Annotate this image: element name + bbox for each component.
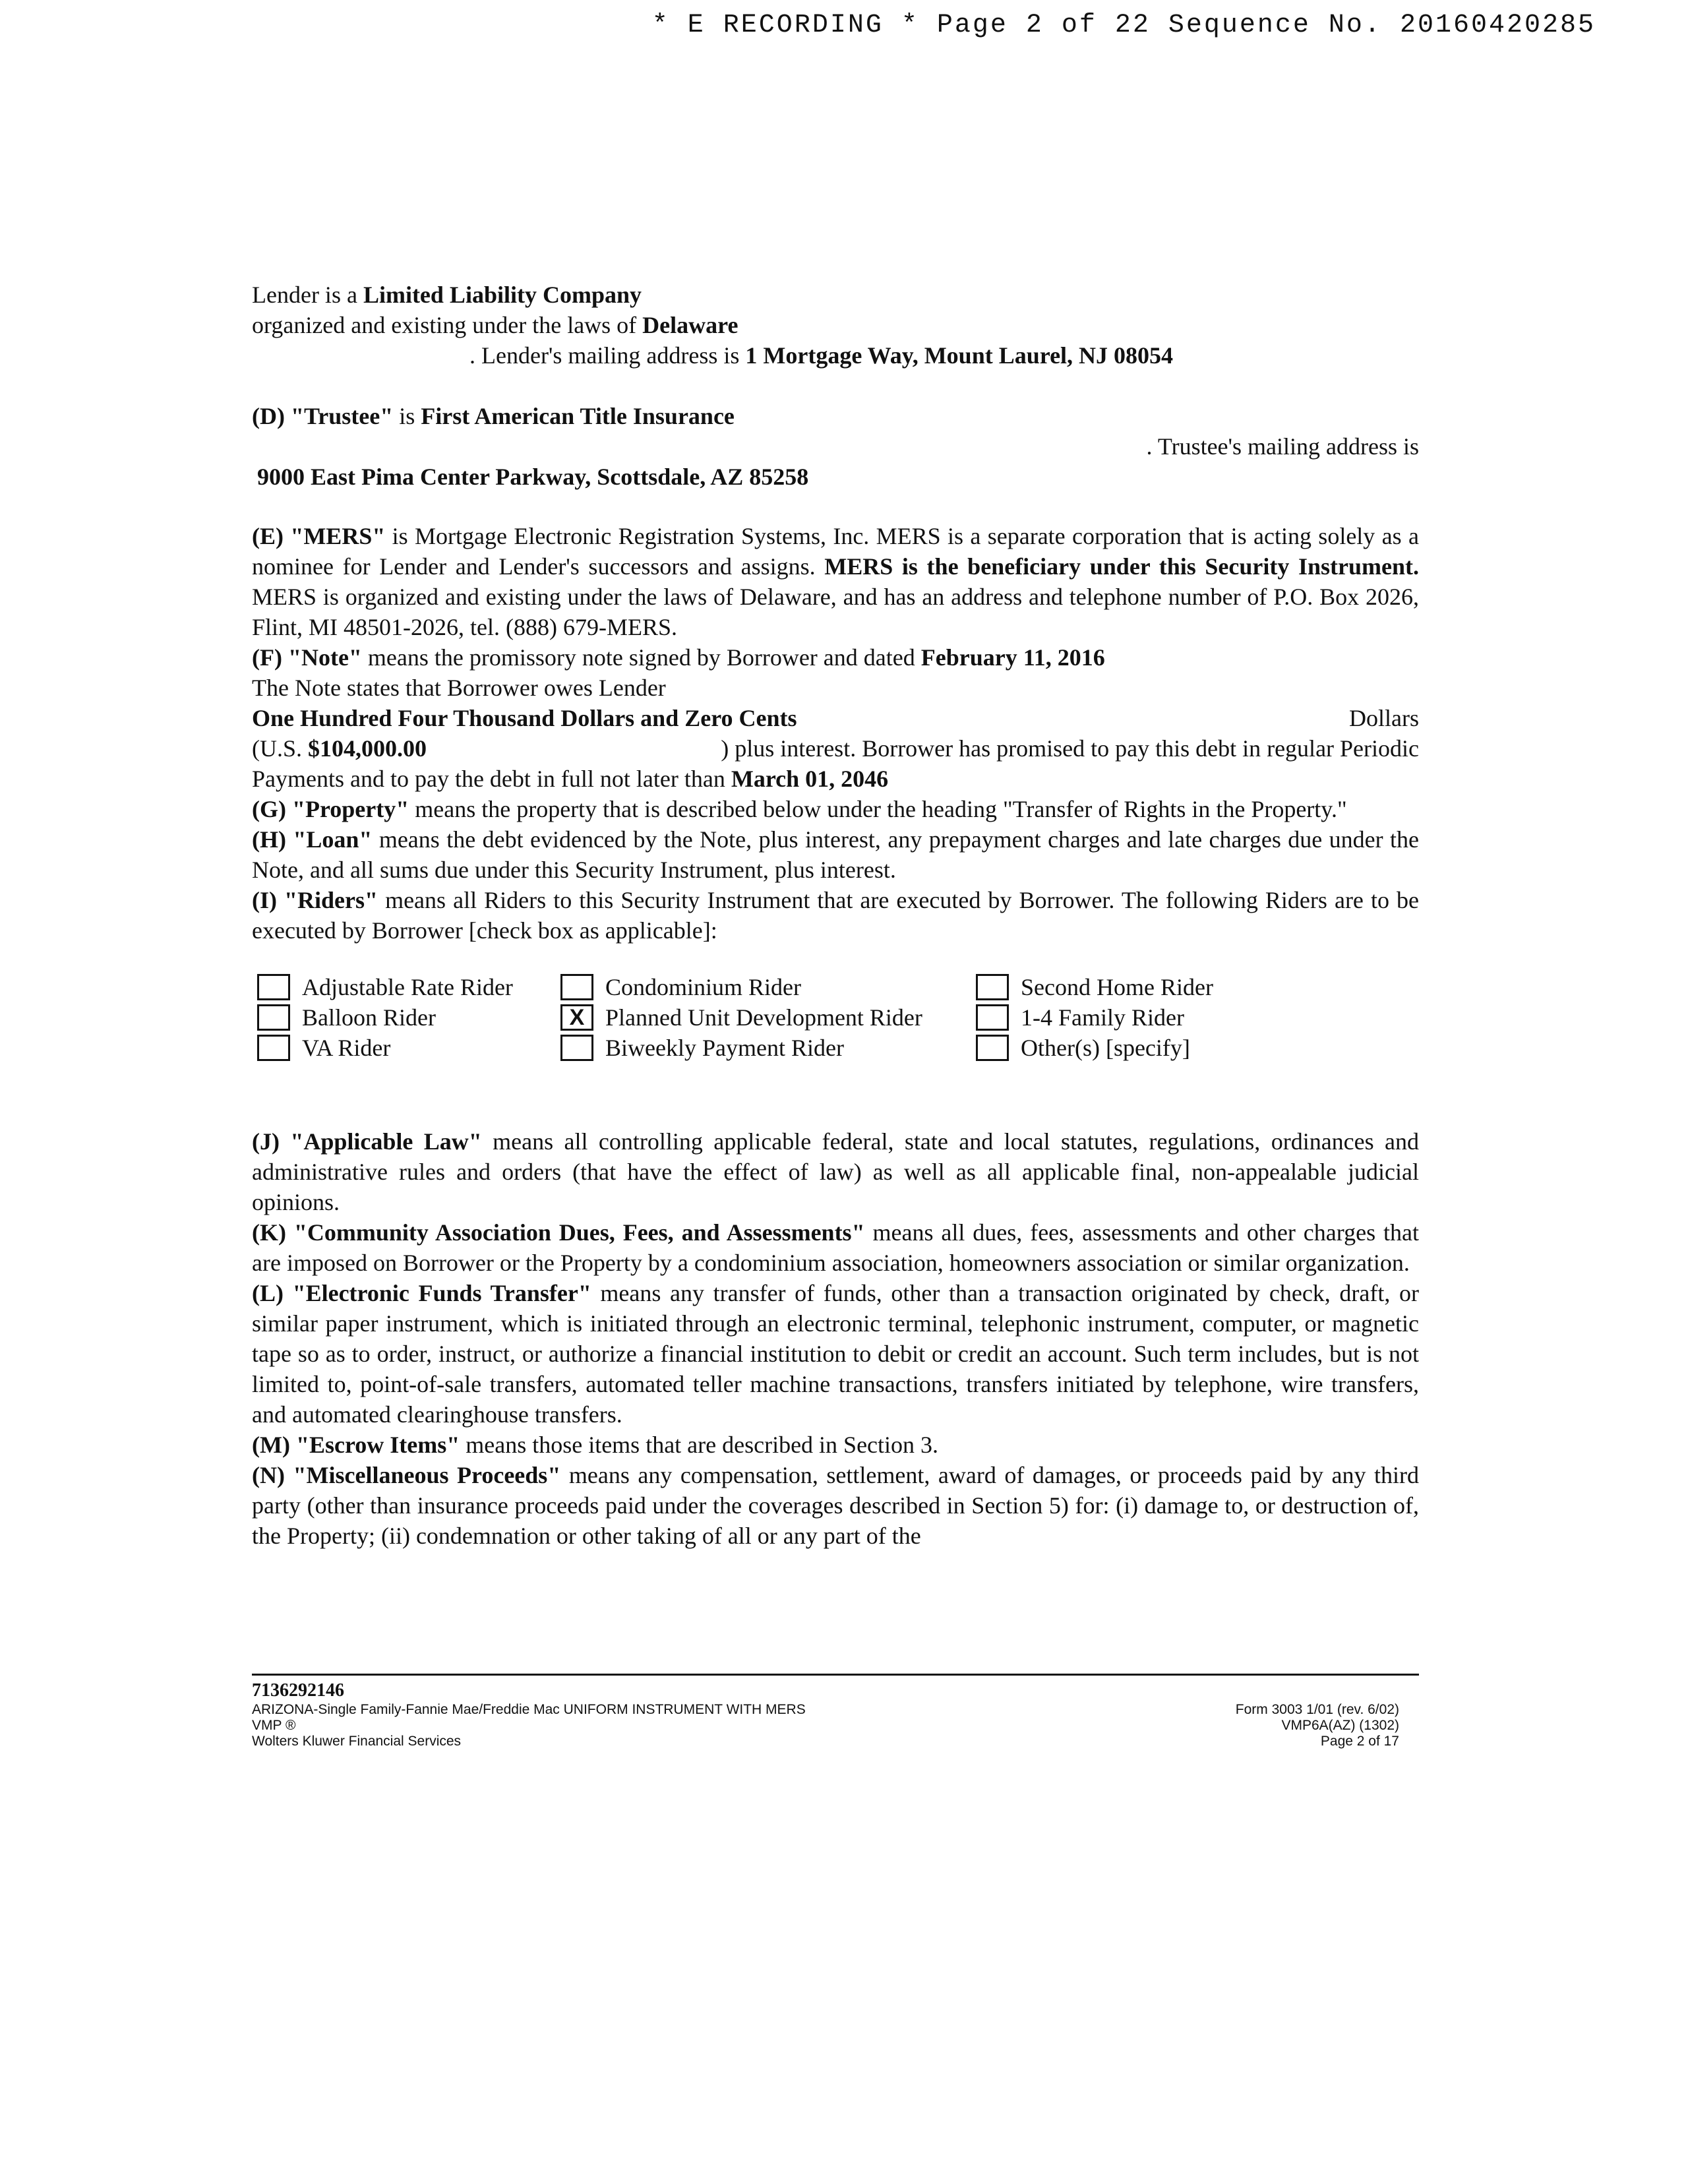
riders-checklist bbox=[257, 972, 1419, 1063]
form-number: Form 3003 1/01 (rev. 6/02) bbox=[1235, 1702, 1399, 1717]
loan-definition: (H) "Loan" means the debt evidenced by the Note, plus interest, any prepayment charges and late charges due under the Note, and all sums due under this Security Instrument, plus interest. bbox=[252, 826, 1419, 883]
trustee-label: (D) "Trustee" bbox=[252, 403, 394, 429]
lender-state: Delaware bbox=[642, 312, 738, 338]
lender-address-line: . Lender's mailing address is 1 Mortgage Way, Mount Laurel, NJ 08054 bbox=[469, 342, 1174, 369]
document-body bbox=[252, 280, 1419, 1551]
checkbox[interactable] bbox=[976, 1035, 1009, 1061]
note-amount-words-row: One Hundred Four Thousand Dollars and Zero Cents Dollars bbox=[252, 703, 1419, 733]
trustee-address-intro: . Trustee's mailing address is bbox=[1146, 433, 1419, 460]
escrow-items-definition: (M) "Escrow Items" means those items that are described in Section 3. bbox=[252, 1432, 939, 1458]
lender-type-line: Lender is a Limited Liability Company bbox=[252, 282, 642, 308]
electronic-funds-transfer-definition: (L) "Electronic Funds Transfer" means any transfer of funds, other than a transaction originated by check, draft, or similar paper instrument, which is initiated through an electronic terminal, telephonic instrument, computer, or magnetic tape so as to order, instruct, or authorize a financial institution to debit or credit an account. Such term includes, but is not limited to, point-of-sale transfers, automated teller machine transactions, transfers initiated by telephone, wire transfers, and automated clearinghouse transfers. bbox=[252, 1280, 1419, 1428]
property-definition: (G) "Property" means the property that is described below under the heading "Transfer of Rights in the Property." bbox=[252, 796, 1347, 822]
page-footer bbox=[252, 1674, 1419, 1749]
note-amount: $104,000.00 bbox=[308, 735, 427, 762]
note-amount-words: One Hundred Four Thousand Dollars and Zero Cents bbox=[252, 705, 797, 731]
trustee-line: (D) "Trustee" is First American Title Insurance bbox=[252, 403, 735, 429]
lender-state-line: organized and existing under the laws of Delaware bbox=[252, 312, 738, 338]
applicable-law-definition: (J) "Applicable Law" means all controlling applicable federal, state and local statutes, regulations, ordinances and administrative rules and orders (that have the effect of law) as well as all applicable final, non-appealable judicial opinions. bbox=[252, 1128, 1420, 1215]
trustee-address: 9000 East Pima Center Parkway, Scottsdale, AZ 85258 bbox=[257, 464, 809, 490]
trustee-name: First American Title Insurance bbox=[421, 403, 735, 429]
community-association-definition: (K) "Community Association Dues, Fees, and Assessments" means all dues, fees, assessments and other charges that are imposed on Borrower or the Property by a condominium association, homeowners association or similar organization. bbox=[252, 1219, 1419, 1276]
rider-second-home: Second Home Rider bbox=[976, 972, 1253, 1002]
note-date: February 11, 2016 bbox=[920, 644, 1105, 671]
checkbox[interactable] bbox=[976, 974, 1009, 1000]
loan-number: 7136292146 bbox=[252, 1680, 344, 1701]
checkbox-checked[interactable]: X bbox=[560, 1004, 593, 1031]
mers-definition: (E) "MERS" is Mortgage Electronic Registration Systems, Inc. MERS is a separate corporation that is acting solely as a nominee for Lender and Lender's successors and assigns. MERS is the beneficiary under this Security Instrument. MERS is organized and existing under the laws of Delaware, and has an address and telephone number of P.O. Box 2026, Flint, MI 48501-2026, tel. (888) 679-MERS. bbox=[252, 523, 1420, 640]
recording-header: * E RECORDING * Page 2 of 22 Sequence No. 20160420285 bbox=[651, 11, 1596, 40]
lender-address: 1 Mortgage Way, Mount Laurel, NJ 08054 bbox=[745, 342, 1174, 369]
riders-definition: (I) "Riders" means all Riders to this Security Instrument that are executed by Borrower. The following Riders are to be executed by Borrower [check box as applicable]: bbox=[252, 887, 1420, 944]
rider-balloon: Balloon Rider bbox=[257, 1002, 560, 1033]
checkbox[interactable] bbox=[257, 1035, 290, 1061]
rider-other: Other(s) [specify] bbox=[976, 1033, 1253, 1063]
rider-va: VA Rider bbox=[257, 1033, 560, 1063]
note-amount-row: (U.S. $104,000.00 ) plus interest. Borrower has promised to pay this debt in regular Periodic bbox=[252, 735, 1419, 762]
form-title: ARIZONA-Single Family-Fannie Mae/Freddie Mac UNIFORM INSTRUMENT WITH MERS bbox=[252, 1702, 806, 1717]
rider-adjustable-rate: Adjustable Rate Rider bbox=[257, 972, 560, 1002]
lender-entity-type: Limited Liability Company bbox=[363, 282, 642, 308]
note-definition: (F) "Note" means the promissory note signed by Borrower and dated February 11, 2016 bbox=[252, 644, 1105, 671]
note-owes-line: The Note states that Borrower owes Lender bbox=[252, 675, 666, 701]
page-number: Page 2 of 17 bbox=[1320, 1734, 1399, 1749]
rider-condominium: Condominium Rider bbox=[560, 972, 976, 1002]
miscellaneous-proceeds-definition: (N) "Miscellaneous Proceeds" means any compensation, settlement, award of damages, or proceeds paid by any third party (other than insurance proceeds paid under the coverages described in Section 5) for: (i) damage to, or destruction of, the Property; (ii) condemnation or other taking of all or any part of the bbox=[252, 1462, 1420, 1549]
checkbox[interactable] bbox=[560, 974, 593, 1000]
vmp-mark: VMP ® bbox=[252, 1718, 296, 1733]
rider-biweekly-payment: Biweekly Payment Rider bbox=[560, 1033, 976, 1063]
rider-planned-unit-development: X Planned Unit Development Rider bbox=[560, 1002, 976, 1033]
checkbox[interactable] bbox=[257, 1004, 290, 1031]
form-code: VMP6A(AZ) (1302) bbox=[1281, 1718, 1399, 1733]
checkbox[interactable] bbox=[976, 1004, 1009, 1031]
publisher: Wolters Kluwer Financial Services bbox=[252, 1734, 462, 1749]
rider-1-4-family: 1-4 Family Rider bbox=[976, 1002, 1253, 1033]
checkbox[interactable] bbox=[257, 974, 290, 1000]
note-maturity-line: Payments and to pay the debt in full not later than March 01, 2046 bbox=[252, 766, 889, 792]
checkbox[interactable] bbox=[560, 1035, 593, 1061]
note-maturity: March 01, 2046 bbox=[731, 766, 889, 792]
